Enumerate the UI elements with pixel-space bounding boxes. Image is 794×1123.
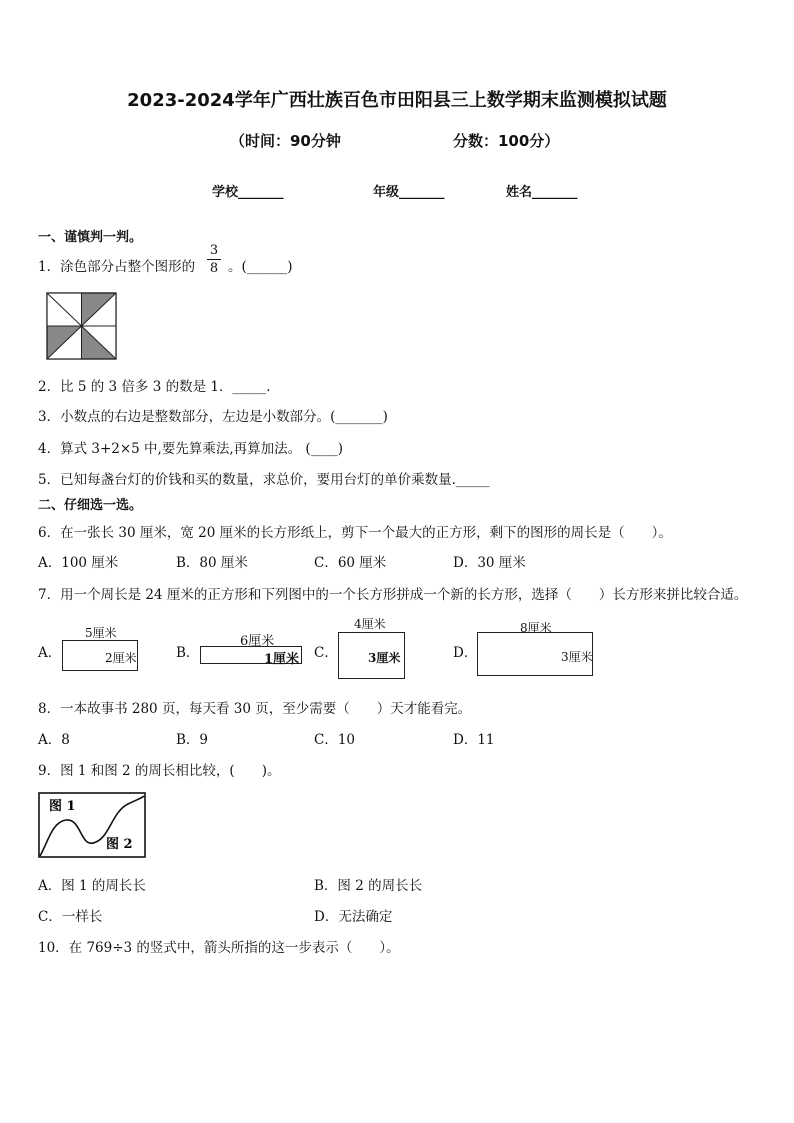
q7-d-width-label: 3厘米 (561, 650, 593, 664)
school-field[interactable]: 学校_______ (212, 185, 284, 200)
question-3: 3．小数点的右边是整数部分，左边是小数部分。(_______) (38, 409, 388, 425)
q9-option-b[interactable]: B．图 2 的周长长 (314, 878, 423, 894)
fraction-numerator: 3 (209, 243, 219, 258)
q6-option-d[interactable]: D．30 厘米 (453, 555, 526, 571)
page-title: 2023-2024学年广西壮族百色市田阳县三上数学期末监测模拟试题 (127, 90, 667, 111)
question-2: 2．比 5 的 3 倍多 3 的数是 1．_____． (38, 379, 280, 395)
q8-option-d[interactable]: D．11 (453, 732, 495, 748)
question-1-answer-blank[interactable]: 。(______) (228, 259, 293, 275)
q7-b-length-label: 6厘米 (240, 634, 275, 649)
question-8: 8．一本故事书 280 页，每天看 30 页，至少需要（ ）天才能看完。 (38, 701, 472, 717)
exam-time: （时间：90分钟 (230, 132, 341, 150)
fraction-3-8 (207, 243, 221, 276)
question-4: 4．算式 3+2×5 中,要先算乘法,再算加法。 (____) (38, 441, 343, 457)
section-1-heading: 一、谨慎判一判。 (38, 230, 143, 245)
q7-option-b[interactable]: B． (176, 645, 200, 661)
question-6: 6．在一张长 30 厘米，宽 20 厘米的长方形纸上，剪下一个最大的正方形，剩下的图形的周长是（ ）。 (38, 525, 672, 541)
exam-score: 分数：100分） (453, 132, 560, 150)
name-field[interactable]: 姓名_______ (506, 185, 578, 200)
q7-a-width-label: 2厘米 (105, 651, 137, 665)
q7-d-length-label: 8厘米 (520, 621, 552, 635)
q7-option-d[interactable]: D． (453, 645, 478, 661)
q8-option-a[interactable]: A．8 (38, 732, 70, 748)
question-9: 9．图 1 和图 2 的周长相比较，( )。 (38, 763, 281, 779)
section-2-heading: 二、仔细选一选。 (38, 498, 143, 513)
grade-field[interactable]: 年级_______ (373, 185, 445, 200)
fraction-denominator: 8 (209, 261, 219, 276)
q9-fig2-label: 图 2 (106, 837, 133, 852)
q7-c-length-label: 4厘米 (354, 617, 386, 631)
question-7: 7．用一个周长是 24 厘米的正方形和下列图中的一个长方形拼成一个新的长方形，选择（ ）长方形来拼比较合适。 (38, 587, 748, 603)
q9-option-d[interactable]: D．无法确定 (314, 909, 393, 925)
q7-option-a[interactable]: A． (38, 645, 62, 661)
q6-option-b[interactable]: B．80 厘米 (176, 555, 248, 571)
q9-fig1-label: 图 1 (49, 799, 76, 814)
q9-option-c[interactable]: C．一样长 (38, 909, 103, 925)
q9-option-a[interactable]: A．图 1 的周长长 (38, 878, 146, 894)
q7-c-width-label: 3厘米 (368, 651, 401, 665)
shaded-square-figure (46, 292, 118, 360)
q7-a-length-label: 5厘米 (85, 626, 117, 640)
q6-option-a[interactable]: A．100 厘米 (38, 555, 119, 571)
q6-option-c[interactable]: C．60 厘米 (314, 555, 387, 571)
question-10: 10．在 769÷3 的竖式中，箭头所指的这一步表示（ ）。 (38, 940, 400, 956)
q7-option-c[interactable]: C． (314, 645, 338, 661)
q8-option-c[interactable]: C．10 (314, 732, 356, 748)
question-5: 5．已知每盏台灯的价钱和买的数量，求总价，要用台灯的单价乘数量._____ (38, 472, 490, 488)
q8-option-b[interactable]: B．9 (176, 732, 209, 748)
question-1-text: 1．涂色部分占整个图形的 (38, 259, 196, 275)
q7-b-width-label: 1厘米 (264, 652, 300, 667)
q9-figure (38, 792, 148, 860)
